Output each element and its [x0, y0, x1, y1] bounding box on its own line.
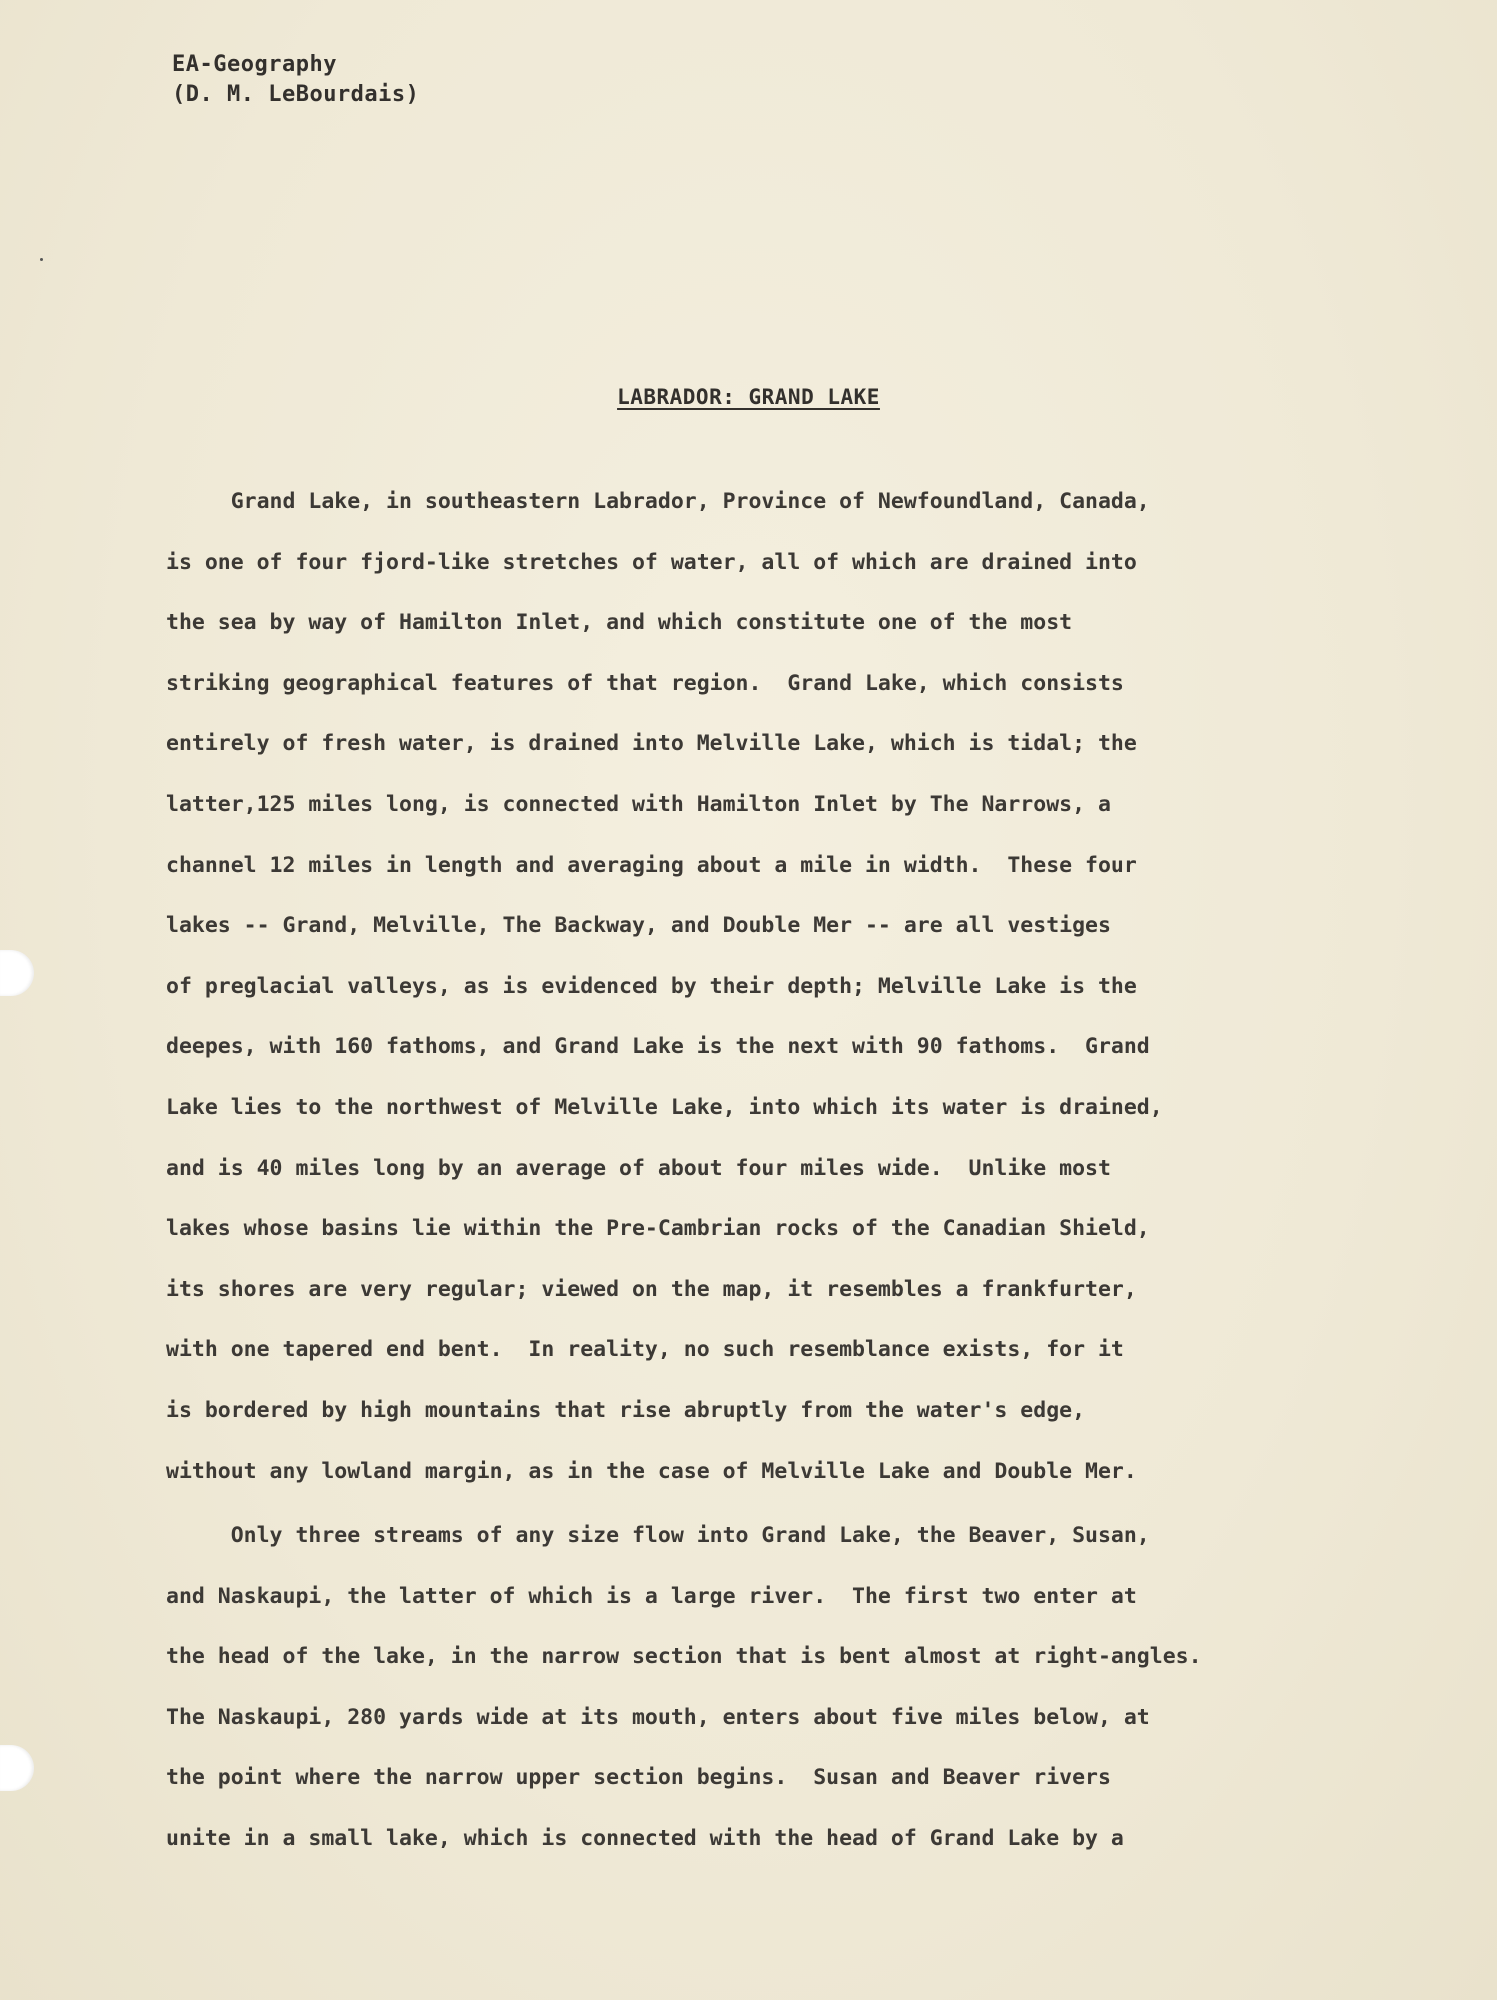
text-line: lakes -- Grand, Melville, The Backway, and Double Mer -- are all vestiges — [166, 913, 1111, 939]
text-line: the point where the narrow upper section begins. Susan and Beaver rivers — [166, 1765, 1111, 1791]
text-line: and is 40 miles long by an average of about four miles wide. Unlike most — [166, 1155, 1111, 1181]
punch-hole-bottom — [0, 1745, 34, 1791]
text-line: lakes whose basins lie within the Pre-Cambrian rocks of the Canadian Shield, — [166, 1216, 1150, 1242]
text-line: is bordered by high mountains that rise abruptly from the water's edge, — [166, 1398, 1086, 1423]
text-line: The Naskaupi, 280 yards wide at its mouth, enters about five miles below, at — [166, 1704, 1150, 1730]
document-title — [0, 385, 1497, 409]
header-author: (D. M. LeBourdais) — [172, 82, 420, 107]
text-line: entirely of fresh water, is drained into Melville Lake, which is tidal; the — [166, 731, 1137, 757]
text-line: is one of four fjord-like stretches of water, all of which are drained into — [166, 549, 1137, 575]
text-line: with one tapered end bent. In reality, no such resemblance exists, for it — [166, 1337, 1124, 1363]
text-line: unite in a small lake, which is connected with the head of Grand Lake by a — [166, 1826, 1124, 1851]
text-line: the head of the lake, in the narrow section that is bent almost at right-angles. — [166, 1644, 1202, 1670]
text-line: deepes, with 160 fathoms, and Grand Lake is the next with 90 fathoms. Grand — [166, 1034, 1150, 1060]
text-line: Only three streams of any size flow into Grand Lake, the Beaver, Susan, — [166, 1523, 1150, 1548]
punch-hole-top — [0, 950, 34, 996]
paper-speck — [40, 258, 43, 261]
text-line: striking geographical features of that region. Grand Lake, which consists — [166, 670, 1124, 696]
text-line: its shores are very regular; viewed on the map, it resembles a frankfurter, — [166, 1276, 1137, 1302]
text-line: latter,125 miles long, is connected with Hamilton Inlet by The Narrows, a — [166, 792, 1111, 817]
document-header — [172, 50, 419, 110]
text-line: without any lowland margin, as in the case of Melville Lake and Double Mer. — [166, 1458, 1137, 1484]
text-line: channel 12 miles in length and averaging about a mile in width. These four — [166, 852, 1137, 878]
text-line: Lake lies to the northwest of Melville Lake, into which its water is drained, — [166, 1095, 1163, 1120]
text-line: the sea by way of Hamilton Inlet, and which constitute one of the most — [166, 610, 1073, 636]
text-line: and Naskaupi, the latter of which is a large river. The first two enter at — [166, 1583, 1137, 1609]
text-line: Grand Lake, in southeastern Labrador, Province of Newfoundland, Canada, — [166, 489, 1150, 514]
text-line: of preglacial valleys, as is evidenced by their depth; Melville Lake is the — [166, 973, 1137, 999]
header-subject: EA-Geography — [172, 52, 337, 77]
title-text: LABRADOR: GRAND LAKE — [617, 385, 880, 409]
